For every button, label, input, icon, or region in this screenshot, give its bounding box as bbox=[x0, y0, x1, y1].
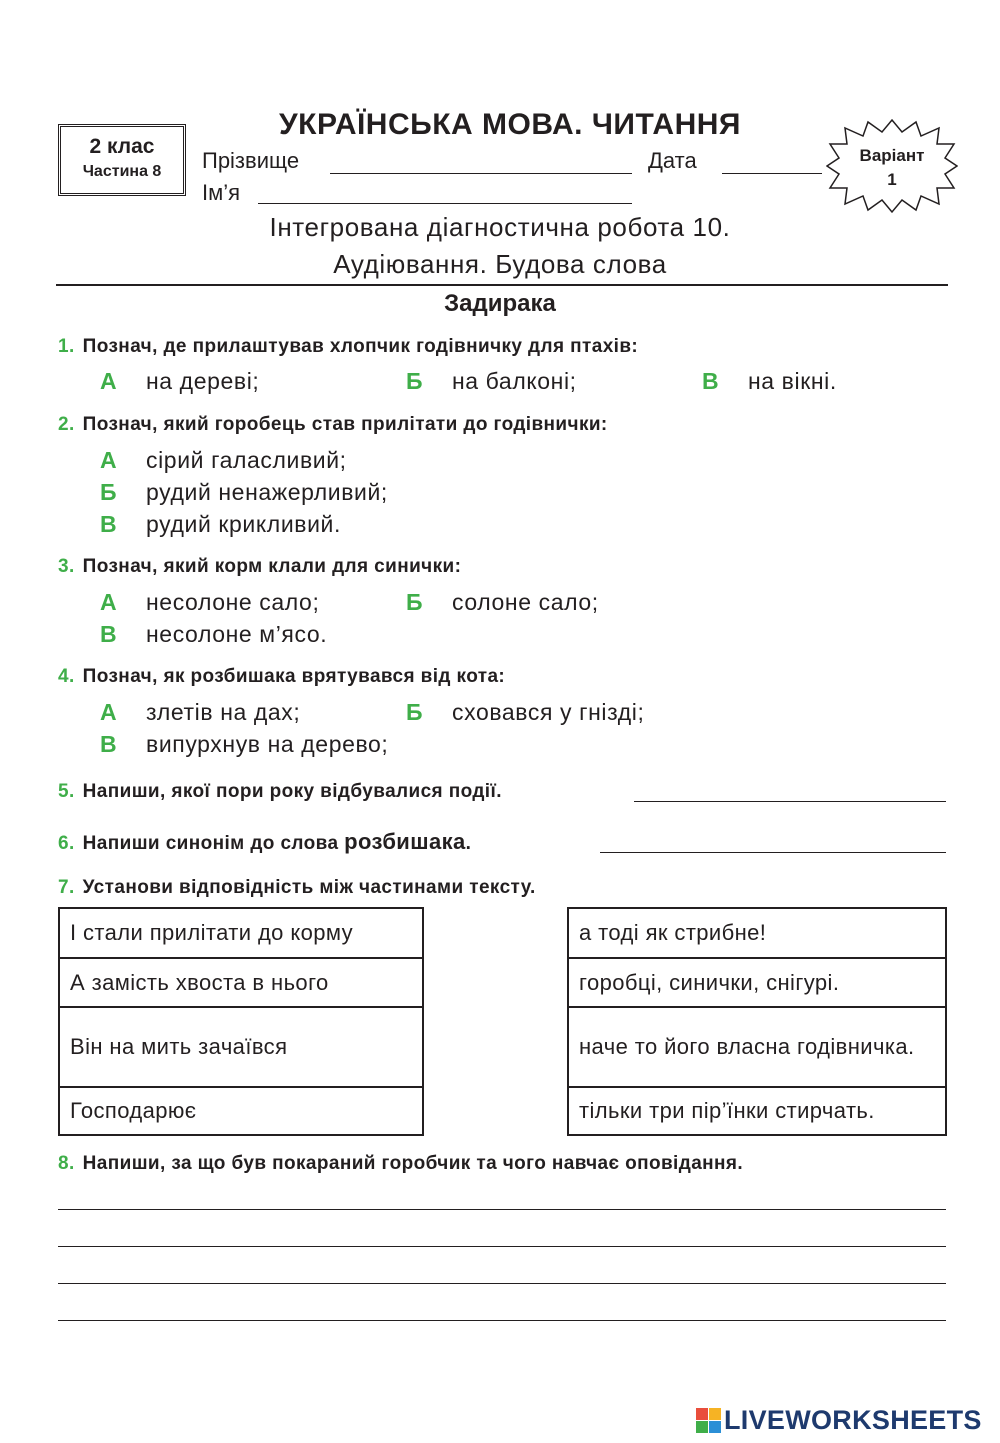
option-2a[interactable]: А сірий галасливий; bbox=[100, 447, 347, 473]
surname-field[interactable] bbox=[330, 173, 632, 174]
answer-6-field[interactable] bbox=[600, 852, 946, 853]
option-3a[interactable]: А несолоне сало; bbox=[100, 589, 320, 615]
surname-label: Прізвище bbox=[202, 148, 300, 173]
question-1 bbox=[58, 336, 638, 358]
question-number: 1. bbox=[58, 336, 75, 357]
question-number: 5. bbox=[58, 781, 75, 802]
option-4c[interactable]: В випурхнув на дерево; bbox=[100, 731, 389, 757]
question-number: 3. bbox=[58, 556, 75, 577]
option-1c[interactable]: В на вікні. bbox=[702, 368, 837, 394]
name-label: Ім’я bbox=[202, 180, 241, 205]
option-4b[interactable]: Б сховався у гнізді; bbox=[406, 699, 645, 725]
grade-box bbox=[58, 124, 186, 196]
question-2 bbox=[58, 414, 608, 436]
answer-8-line[interactable] bbox=[58, 1320, 946, 1321]
option-3b[interactable]: Б солоне сало; bbox=[406, 589, 599, 615]
question-number: 4. bbox=[58, 666, 75, 687]
answer-8-line[interactable] bbox=[58, 1246, 946, 1247]
question-text: Установи відповідність між частинами тексту. bbox=[82, 877, 536, 898]
starburst-icon bbox=[826, 118, 958, 214]
match-right-table bbox=[567, 907, 947, 1136]
page-title: УКРАЇНСЬКА МОВА. ЧИТАННЯ bbox=[279, 108, 741, 141]
question-5 bbox=[58, 781, 502, 803]
question-text: Напиши синонім до слова bbox=[82, 833, 339, 854]
option-2b[interactable]: Б рудий ненажерливий; bbox=[100, 479, 388, 505]
option-1b[interactable]: Б на балконі; bbox=[406, 368, 577, 394]
subtitle-line-2: Аудіювання. Будова слова bbox=[333, 249, 667, 279]
variant-label: Варіант bbox=[859, 146, 925, 165]
question-number: 8. bbox=[58, 1153, 75, 1174]
option-4a[interactable]: А злетів на дах; bbox=[100, 699, 301, 725]
brand-text: LIVEWORKSHEETS bbox=[724, 1405, 982, 1435]
date-field[interactable] bbox=[722, 173, 822, 174]
option-3c[interactable]: В несолоне м’ясо. bbox=[100, 621, 328, 647]
match-left-cell[interactable]: Він на мить зачаївся bbox=[59, 1007, 423, 1087]
question-text: Напиши, якої пори року відбувалися події. bbox=[82, 781, 502, 802]
match-right-cell[interactable]: тільки три пір’їнки стирчать. bbox=[568, 1087, 946, 1135]
keyword: розбишака bbox=[344, 829, 466, 854]
question-text: Познач, який горобець став прилітати до годівнички: bbox=[82, 414, 608, 435]
liveworksheets-logo bbox=[696, 1405, 982, 1437]
question-number: 6. bbox=[58, 833, 75, 854]
question-7 bbox=[58, 877, 536, 899]
name-field[interactable] bbox=[258, 203, 632, 204]
question-text: Познач, де прилаштував хлопчик годівничку для птахів: bbox=[82, 336, 639, 357]
answer-5-field[interactable] bbox=[634, 801, 946, 802]
match-left-cell[interactable]: І стали прилітати до корму bbox=[59, 908, 423, 958]
question-text: Напиши, за що був покараний горобчик та чого навчає оповідання. bbox=[82, 1153, 744, 1174]
liveworksheets-icon bbox=[696, 1408, 722, 1434]
question-6: 6. Напиши синонім до слова розбишака. bbox=[58, 829, 472, 854]
part-label: Частина 8 bbox=[82, 163, 162, 180]
variant-badge bbox=[826, 118, 958, 214]
option-1a[interactable]: А на дереві; bbox=[100, 368, 260, 394]
question-8 bbox=[58, 1153, 743, 1175]
match-right-cell[interactable]: а тоді як стрибне! bbox=[568, 908, 946, 958]
match-left-cell[interactable]: А замість хвоста в нього bbox=[59, 958, 423, 1007]
answer-8-line[interactable] bbox=[58, 1283, 946, 1284]
date-label: Дата bbox=[648, 148, 697, 173]
question-text: Познач, як розбишака врятувався від кота: bbox=[82, 666, 506, 687]
grade-label: 2 клас bbox=[89, 135, 155, 158]
question-number: 2. bbox=[58, 414, 75, 435]
variant-number: 1 bbox=[887, 170, 897, 189]
match-left-table bbox=[58, 907, 424, 1136]
option-2c[interactable]: В рудий крикливий. bbox=[100, 511, 341, 537]
question-3 bbox=[58, 556, 461, 578]
question-4 bbox=[58, 666, 505, 688]
answer-8-line[interactable] bbox=[58, 1209, 946, 1210]
match-left-cell[interactable]: Господарює bbox=[59, 1087, 423, 1135]
match-right-cell[interactable]: наче то його власна годівничка. bbox=[568, 1007, 946, 1087]
question-text: Познач, який корм клали для синички: bbox=[82, 556, 462, 577]
question-number: 7. bbox=[58, 877, 75, 898]
story-title: Задирака bbox=[444, 290, 556, 317]
subtitle-line-1: Інтегрована діагностична робота 10. bbox=[269, 212, 731, 242]
header-divider bbox=[56, 284, 948, 286]
match-right-cell[interactable]: горобці, синички, снігурі. bbox=[568, 958, 946, 1007]
